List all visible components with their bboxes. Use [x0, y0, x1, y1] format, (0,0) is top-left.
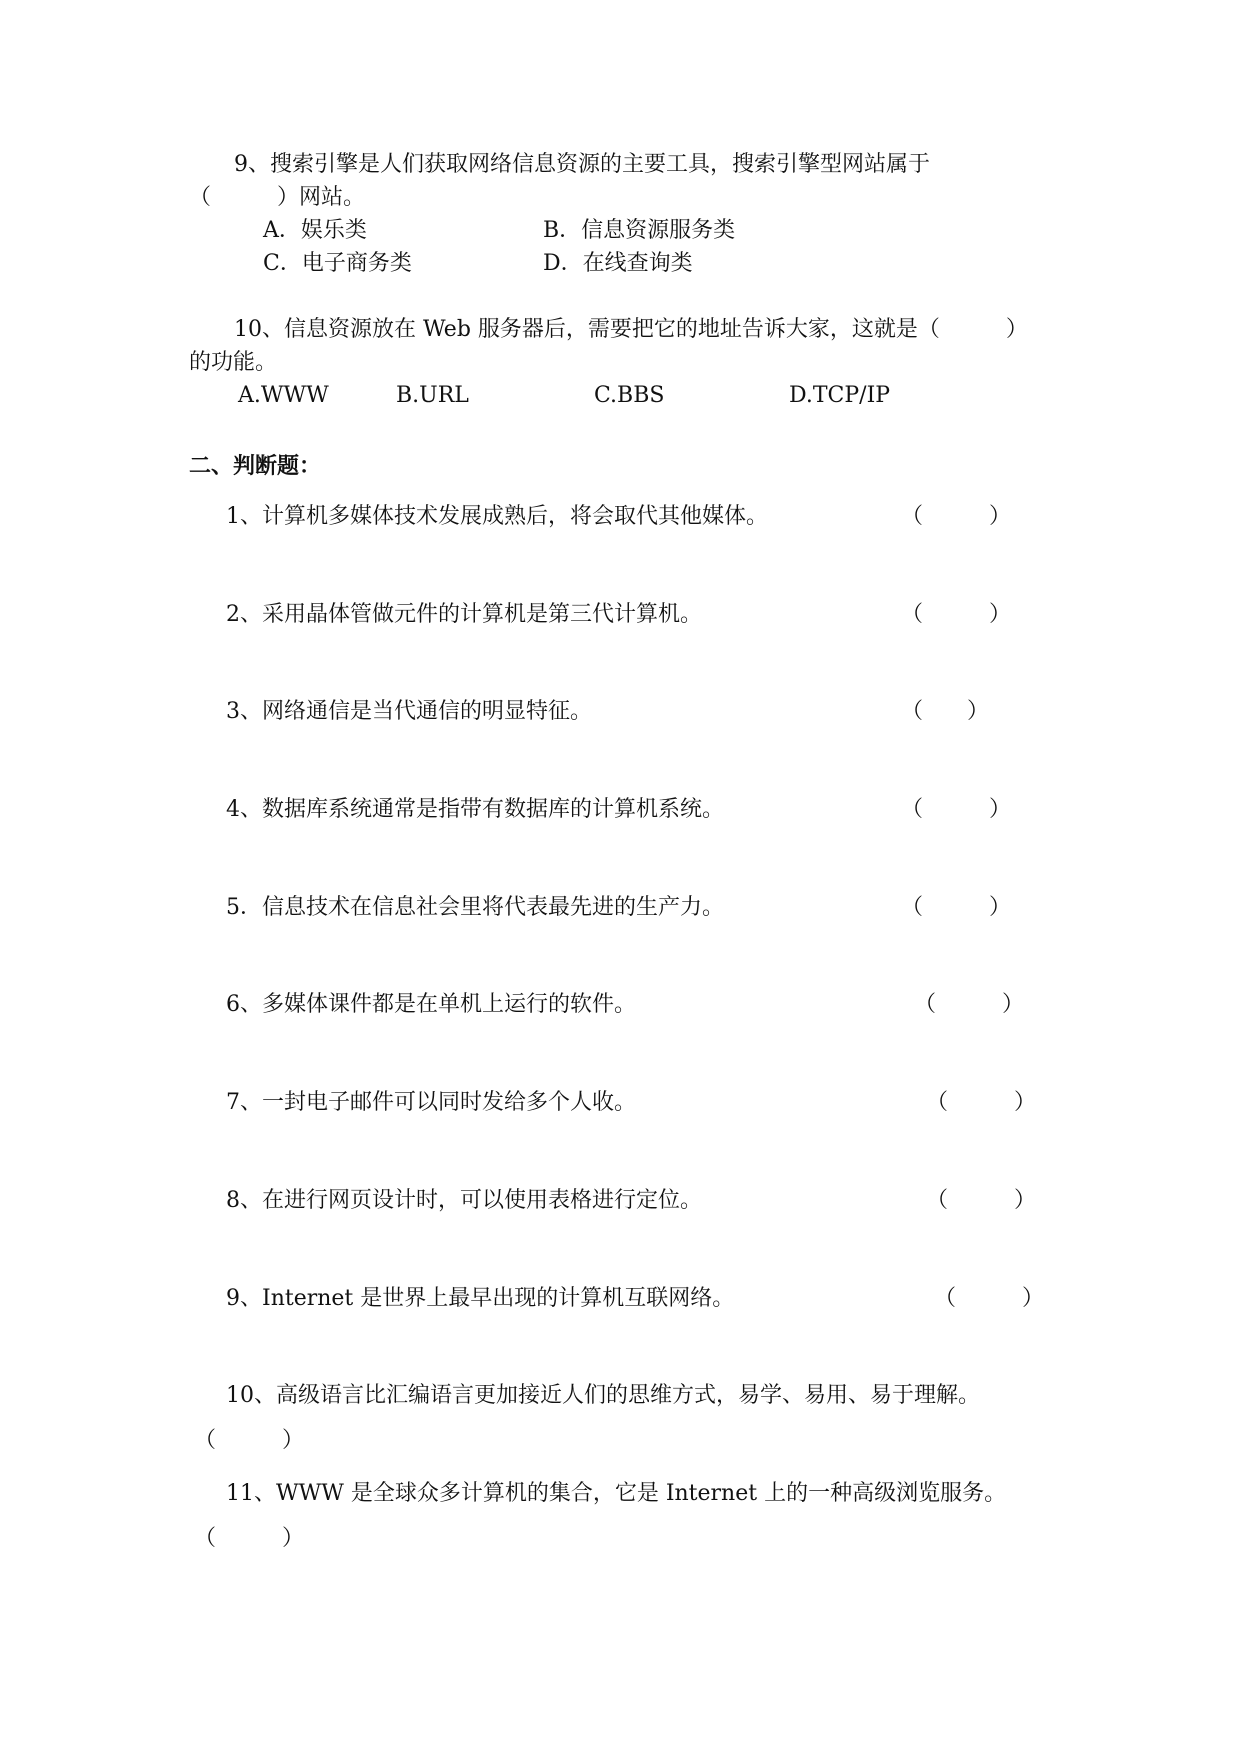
tf-answer-blank-9: （ ）: [934, 1286, 1045, 1311]
mc-question-9-option-a: A．娱乐类: [263, 218, 367, 243]
tf-question-9: 9、Internet 是世界上最早出现的计算机互联网络。: [226, 1286, 735, 1311]
tf-question-10: 10、高级语言比汇编语言更加接近人们的思维方式，易学、易用、易于理解。: [226, 1383, 980, 1408]
tf-answer-blank-6: （ ）: [914, 992, 1025, 1017]
tf-question-8: 8、在进行网页设计时，可以使用表格进行定位。: [226, 1188, 702, 1213]
tf-question-6: 6、多媒体课件都是在单机上运行的软件。: [226, 992, 636, 1017]
mc-question-9-option-d: D．在线查询类: [543, 251, 693, 276]
tf-question-4: 4、数据库系统通常是指带有数据库的计算机系统。: [226, 797, 724, 822]
tf-answer-blank-5: （ ）: [901, 895, 1012, 920]
tf-question-11: 11、WWW 是全球众多计算机的集合，它是 Internet 上的一种高级浏览服务。: [226, 1481, 1007, 1506]
tf-answer-blank-8: （ ）: [926, 1188, 1037, 1213]
mc-question-10-option-d: D.TCP/IP: [789, 383, 891, 408]
mc-question-9-line2: （ ）网站。: [189, 185, 366, 210]
mc-question-9-line1: 9、搜索引擎是人们获取网络信息资源的主要工具，搜索引擎型网站属于: [234, 152, 930, 177]
section-title-true-false: 二、判断题：: [189, 454, 322, 479]
mc-question-10-option-a: A.WWW: [238, 383, 329, 408]
mc-question-9-option-c: C．电子商务类: [263, 251, 412, 276]
tf-answer-blank-1: （ ）: [901, 504, 1012, 529]
mc-question-10-option-c: C.BBS: [594, 383, 665, 408]
mc-question-10-line2: 的功能。: [189, 350, 278, 375]
tf-answer-blank-4: （ ）: [901, 797, 1012, 822]
mc-question-9-option-b: B．信息资源服务类: [543, 218, 736, 243]
mc-question-10-line1: 10、信息资源放在 Web 服务器后，需要把它的地址告诉大家，这就是（ ）: [234, 317, 1028, 342]
tf-question-2: 2、采用晶体管做元件的计算机是第三代计算机。: [226, 602, 702, 627]
tf-question-5: 5．信息技术在信息社会里将代表最先进的生产力。: [226, 895, 724, 920]
tf-answer-blank-11: （ ）: [194, 1526, 305, 1551]
tf-question-3: 3、网络通信是当代通信的明显特征。: [226, 699, 592, 724]
mc-question-10-option-b: B.URL: [396, 383, 469, 408]
tf-answer-blank-7: （ ）: [926, 1090, 1037, 1115]
tf-question-1: 1、计算机多媒体技术发展成熟后，将会取代其他媒体。: [226, 504, 768, 529]
tf-question-7: 7、一封电子邮件可以同时发给多个人收。: [226, 1090, 636, 1115]
tf-answer-blank-2: （ ）: [901, 602, 1012, 627]
tf-answer-blank-10: （ ）: [194, 1428, 305, 1453]
tf-answer-blank-3: （ ）: [901, 699, 990, 724]
